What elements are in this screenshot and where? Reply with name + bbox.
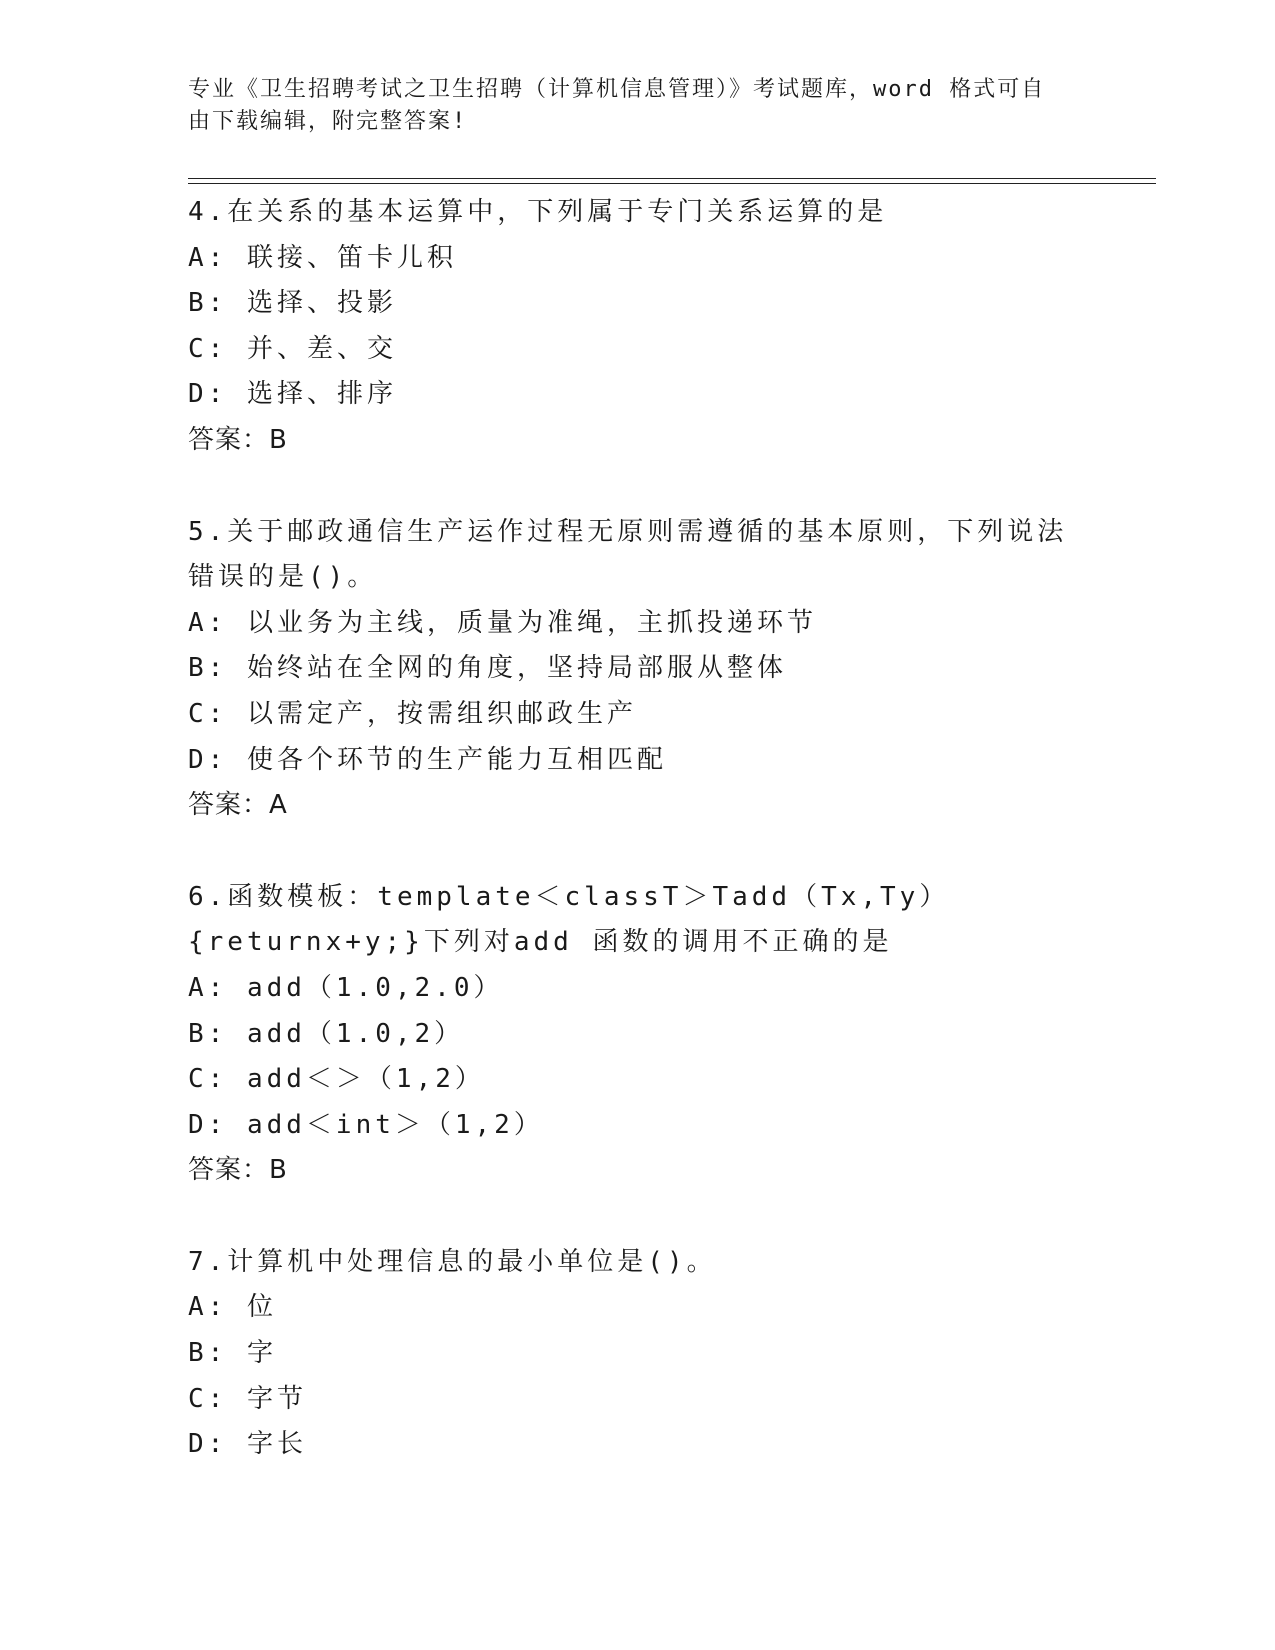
question-text: 7.计算机中处理信息的最小单位是()。 bbox=[188, 1246, 717, 1277]
option-d: D: 使各个环节的生产能力互相匹配 bbox=[188, 744, 667, 775]
option-c: C: 以需定产，按需组织邮政生产 bbox=[188, 698, 637, 729]
option-c: C: 字节 bbox=[188, 1383, 307, 1414]
question-7 bbox=[188, 1240, 1088, 1468]
option-d: D: 字长 bbox=[188, 1429, 307, 1460]
option-d: D: add＜int＞（1,2） bbox=[188, 1109, 544, 1140]
option-c: C: add＜＞（1,2） bbox=[188, 1064, 485, 1095]
question-5 bbox=[188, 510, 1088, 829]
option-d: D: 选择、排序 bbox=[188, 379, 397, 410]
question-6 bbox=[188, 875, 1088, 1194]
question-text: 4.在关系的基本运算中，下列属于专门关系运算的是 bbox=[188, 197, 888, 227]
option-c: C: 并、差、交 bbox=[188, 333, 397, 364]
answer: 答案：B bbox=[188, 1155, 288, 1186]
header-line-2: 由下载编辑，附完整答案! bbox=[188, 109, 468, 134]
header-line-1: 专业《卫生招聘考试之卫生招聘（计算机信息管理）》考试题库，word 格式可自 bbox=[188, 77, 1046, 102]
question-text: 5.关于邮政通信生产运作过程无原则需遵循的基本原则，下列说法错误的是()。 bbox=[188, 516, 1068, 593]
document-header bbox=[188, 74, 1068, 138]
option-a: A: 以业务为主线，质量为准绳，主抓投递环节 bbox=[188, 607, 817, 638]
option-a: A: 联接、笛卡儿积 bbox=[188, 242, 457, 273]
question-4 bbox=[188, 190, 1088, 464]
option-b: B: 字 bbox=[188, 1338, 277, 1369]
header-rule-bottom bbox=[188, 183, 1156, 184]
option-a: A: 位 bbox=[188, 1292, 277, 1323]
question-text: 6.函数模板：template＜classT＞Tadd（Tx,Ty）{returnx+y;}下列对add 函数的调用不正确的是 bbox=[188, 881, 950, 958]
option-a: A: add（1.0,2.0） bbox=[188, 972, 504, 1003]
option-b: B: 选择、投影 bbox=[188, 288, 397, 319]
header-rule-top bbox=[188, 178, 1156, 179]
question-list bbox=[188, 190, 1088, 1514]
option-b: B: 始终站在全网的角度，坚持局部服从整体 bbox=[188, 653, 787, 684]
option-b: B: add（1.0,2） bbox=[188, 1018, 465, 1049]
answer: 答案：B bbox=[188, 424, 288, 455]
answer: 答案：A bbox=[188, 790, 288, 821]
